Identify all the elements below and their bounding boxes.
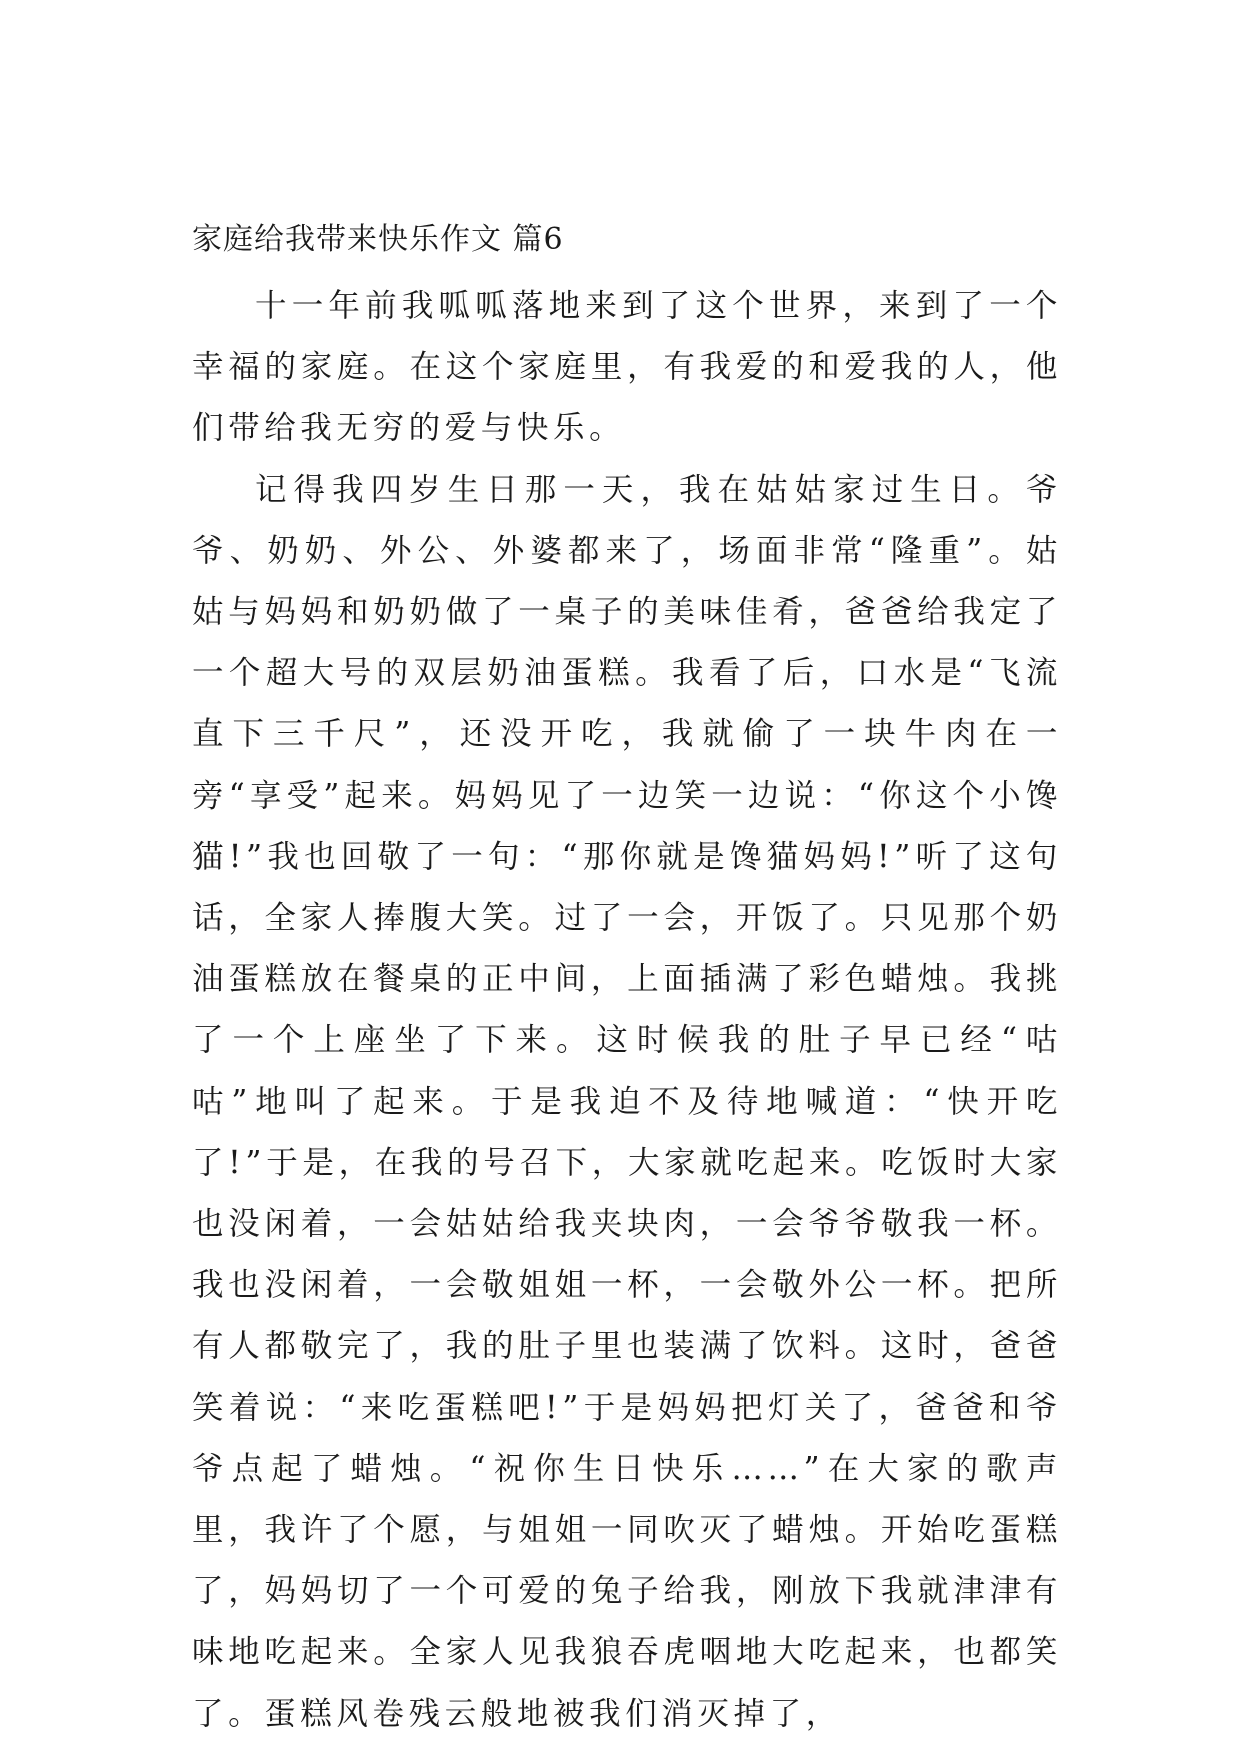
- paragraph-1: 十一年前我呱呱落地来到了这个世界，来到了一个幸福的家庭。在这个家庭里，有我爱的和爱我的人，他们带给我无穷的爱与快乐。: [192, 288, 1062, 447]
- document-title: 家庭给我带来快乐作文 篇6: [192, 222, 564, 257]
- document-body: [192, 276, 1062, 1745]
- paragraph-2: 记得我四岁生日那一天，我在姑姑家过生日。爷爷、奶奶、外公、外婆都来了，场面非常“隆重”。姑姑与妈妈和奶奶做了一桌子的美味佳肴，爸爸给我定了一个超大号的双层奶油蛋糕。我看了后，口水是“飞流直下三千尺”，还没开吃，我就偷了一块牛肉在一旁“享受”起来。妈妈见了一边笑一边说：“你这个小馋猫!”我也回敬了一句：“那你就是馋猫妈妈!”听了这句话，全家人捧腹大笑。过了一会，开饭了。只见那个奶油蛋糕放在餐桌的正中间，上面插满了彩色蜡烛。我挑了一个上座坐了下来。这时候我的肚子早已经“咕咕”地叫了起来。于是我迫不及待地喊道：“快开吃了!”于是，在我的号召下，大家就吃起来。吃饭时大家也没闲着，一会姑姑给我夹块肉，一会爷爷敬我一杯。我也没闲着，一会敬姐姐一杯，一会敬外公一杯。把所有人都敬完了，我的肚子里也装满了饮料。这时，爸爸笑着说：“来吃蛋糕吧!”于是妈妈把灯关了，爸爸和爷爷点起了蜡烛。“祝你生日快乐……”在大家的歌声里，我许了个愿，与姐姐一同吹灭了蜡烛。开始吃蛋糕了，妈妈切了一个可爱的兔子给我，刚放下我就津津有味地吃起来。全家人见我狼吞虎咽地大吃起来，也都笑了。蛋糕风卷残云般地被我们消灭掉了，: [192, 471, 1062, 1732]
